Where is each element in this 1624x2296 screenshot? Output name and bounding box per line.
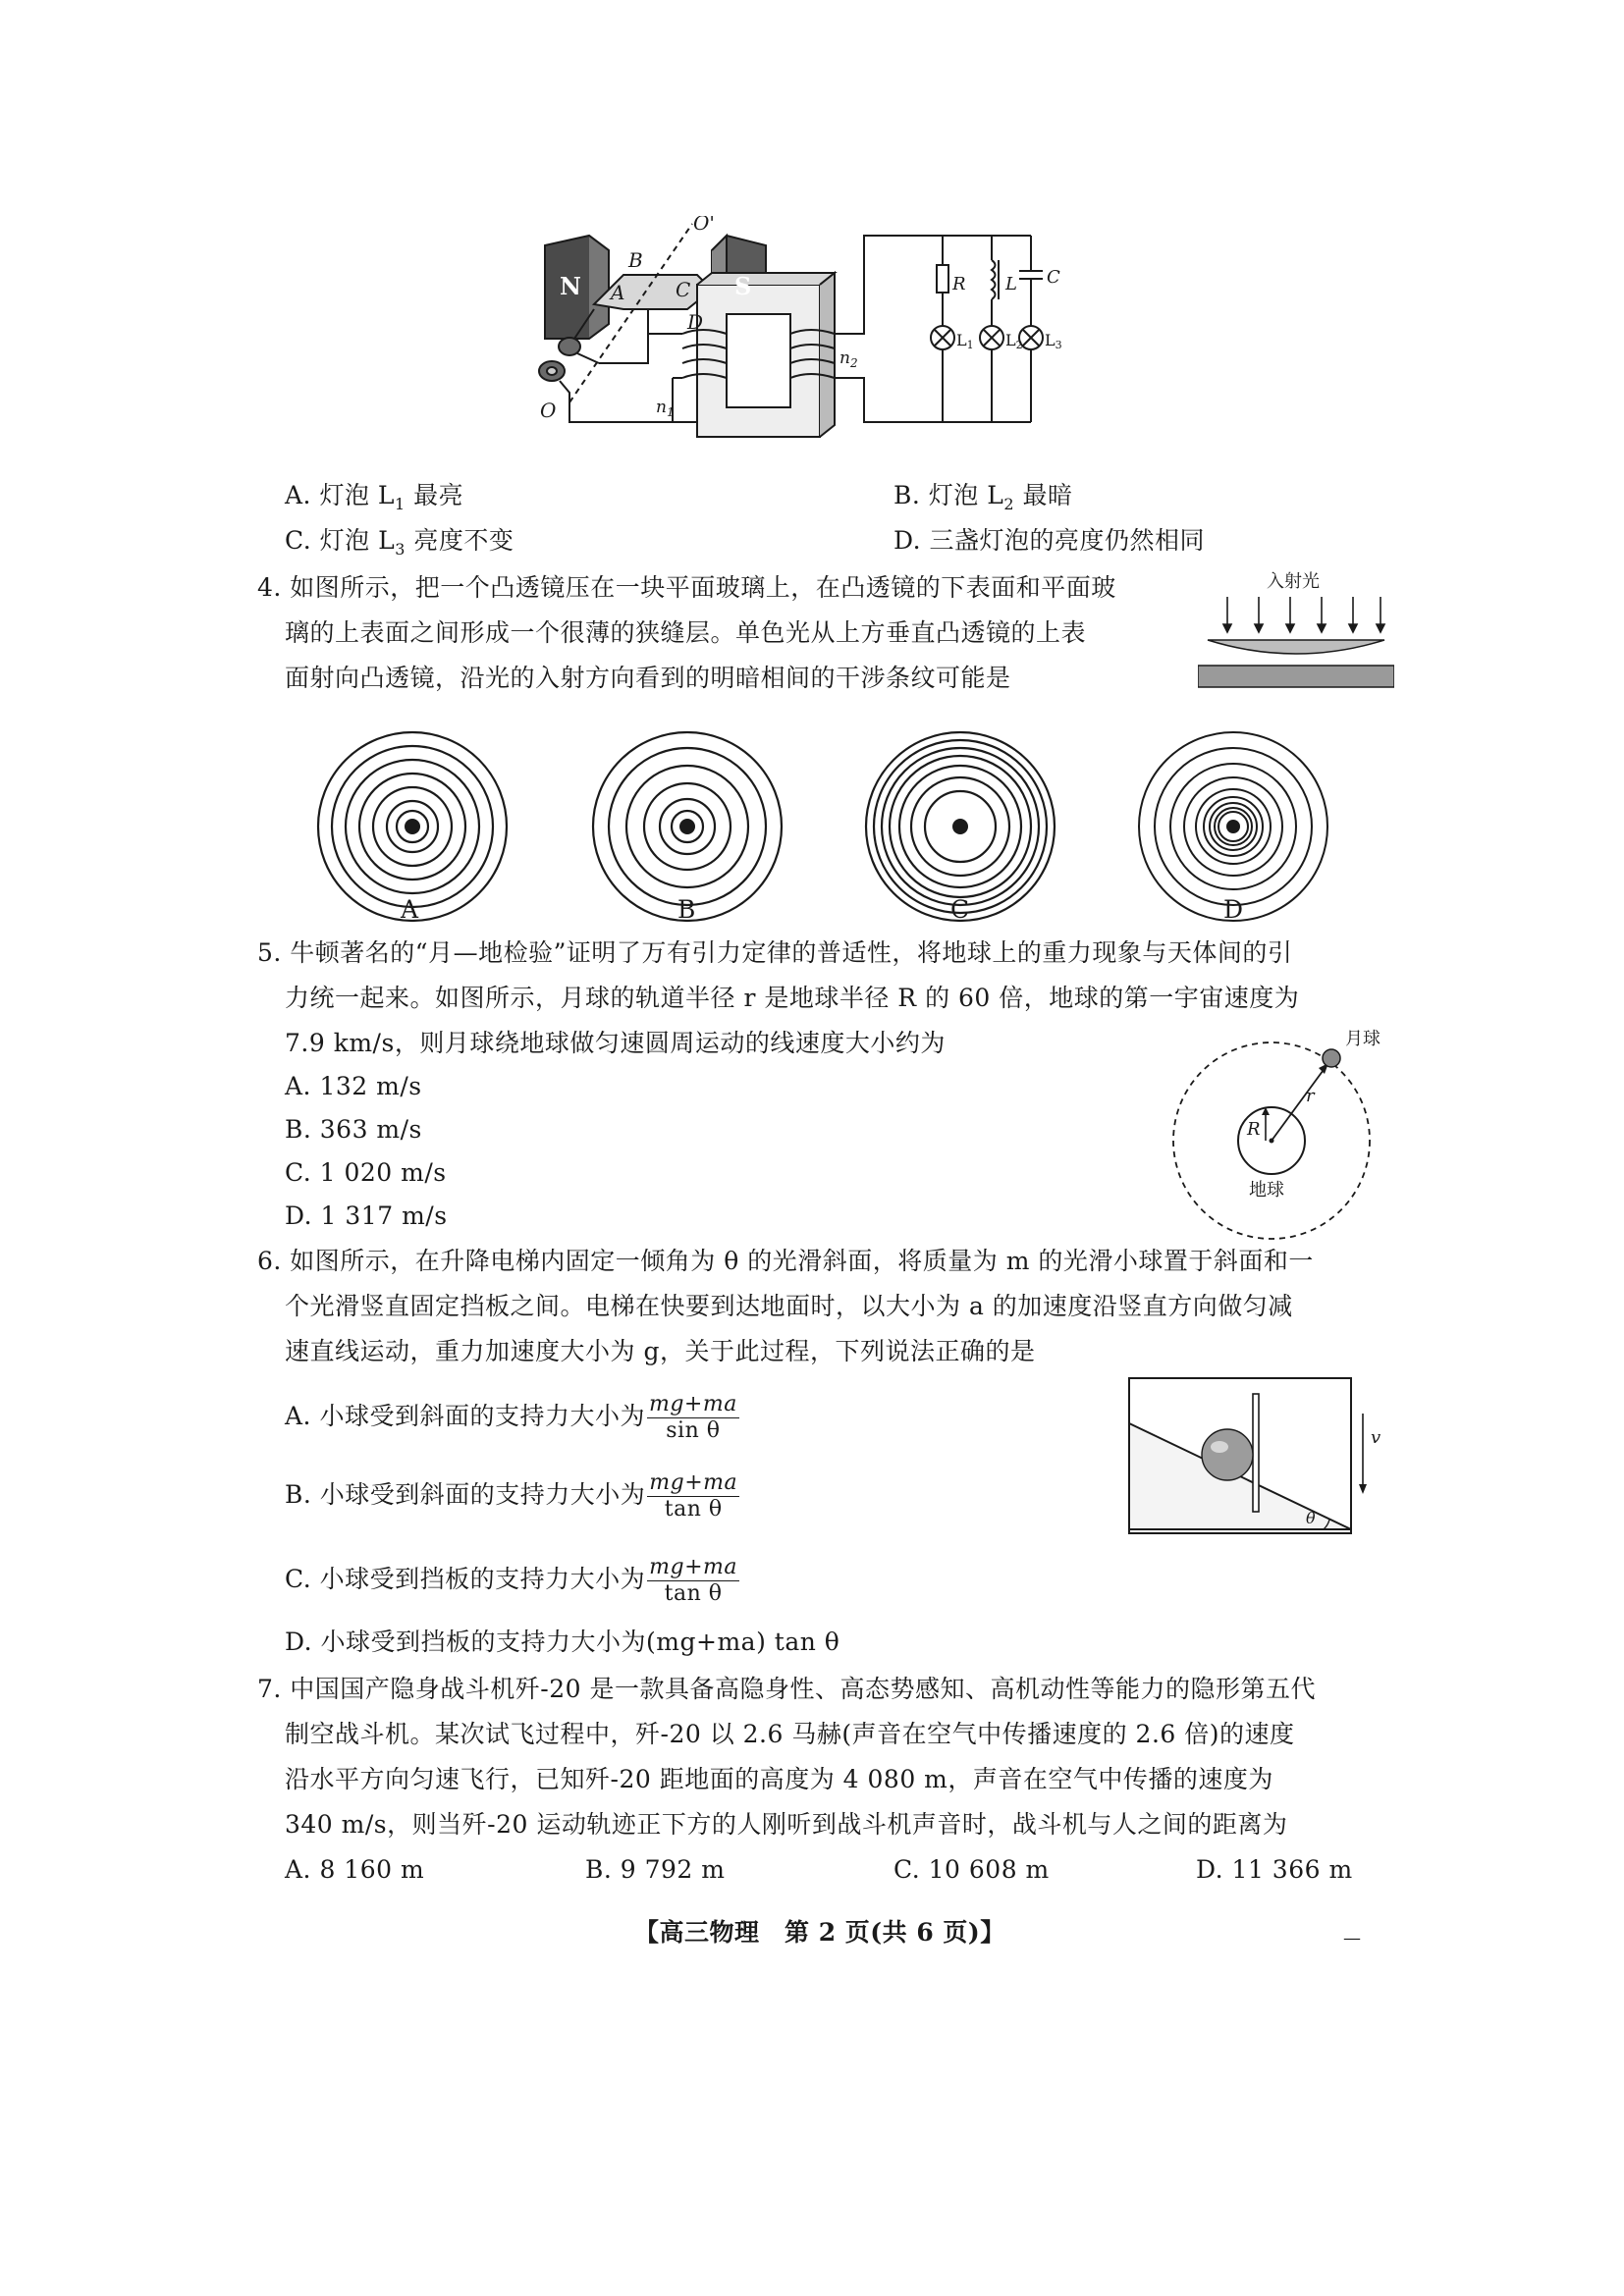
q7-line-2: 制空战斗机。某次试飞过程中，歼-20 以 2.6 马赫(声音在空气中传播速度的 2.6 倍)的速度 (285, 1720, 1295, 1748)
q7-line-1: 7. 中国国产隐身战斗机歼-20 是一款具备高隐身性、高态势感知、高机动性等能力的隐形第五代 (257, 1675, 1317, 1703)
label-L3: L (1045, 331, 1056, 349)
q3-option-c: C. 灯泡 $L_3$ 亮度不变 (285, 526, 514, 559)
q5-option-a: A. 132 m/s (285, 1072, 422, 1100)
label-N: N (560, 272, 581, 300)
earth-label: 地球 (1249, 1180, 1284, 1201)
label-L: L (1005, 274, 1017, 294)
label-L2-sub: 2 (1015, 339, 1023, 351)
theta-label: θ (1306, 1509, 1316, 1527)
q6-line-1: 6. 如图所示，在升降电梯内固定一倾角为 θ 的光滑斜面，将质量为 m 的光滑小球置于斜面和一 (257, 1247, 1314, 1275)
q3-option-d: D. 三盏灯泡的亮度仍然相同 (893, 526, 1206, 555)
q6-line-3: 速直线运动，重力加速度大小为 g，关于此过程，下列说法正确的是 (285, 1337, 1036, 1365)
q7-line-4: 340 m/s，则当歼-20 运动轨迹正下方的人刚听到战斗机声音时，战斗机与人之间的距离为 (285, 1810, 1288, 1839)
label-A: A (611, 281, 625, 304)
moon-orbit-figure (1159, 1021, 1394, 1247)
label-L1: L (956, 331, 967, 349)
q5-line-2: 力统一起来。如图所示，月球的轨道半径 r 是地球半径 R 的 60 倍，地球的第一宇宙速度为 (285, 984, 1300, 1012)
q7-line-3: 沿水平方向匀速飞行，已知歼-20 距地面的高度为 4 080 m，声音在空气中传播的速度为 (285, 1765, 1273, 1793)
q3-option-b: B. 灯泡 $L_2$ 最暗 (893, 481, 1073, 513)
q5-line-3: 7.9 km/s，则月球绕地球做匀速圆周运动的线速度大小约为 (285, 1029, 946, 1057)
label-n1: n (656, 398, 667, 417)
label-C: C (676, 278, 691, 301)
label-Cap: C (1047, 267, 1060, 288)
orbit-radius-label: r (1306, 1086, 1315, 1106)
fringe-label-b: B (677, 895, 696, 924)
fringe-label-d: D (1223, 895, 1244, 924)
q6-option-d: D. 小球受到挡板的支持力大小为(mg+ma) tan θ (285, 1628, 840, 1656)
fringe-label-c: C (950, 895, 970, 924)
q4-line-1: 4. 如图所示，把一个凸透镜压在一块平面玻璃上，在凸透镜的下表面和平面玻 (257, 573, 1116, 602)
label-L1-sub: 1 (966, 339, 974, 351)
label-n2-sub: 2 (849, 356, 858, 370)
label-O-prime: O' (693, 216, 715, 235)
q6-option-b: B. 小球受到斜面的支持力大小为 $\frac{mg+ma}{\text{tan θ}}$ (285, 1470, 738, 1522)
q6-option-c: C. 小球受到挡板的支持力大小为 $\frac{mg+ma}{\text{tan θ}}$ (285, 1555, 737, 1606)
q4-line-2: 璃的上表面之间形成一个很薄的狭缝层。单色光从上方垂直凸透镜的上表 (285, 618, 1087, 647)
incline-elevator-figure (1121, 1374, 1396, 1541)
label-n1-sub: 1 (666, 405, 675, 419)
q7-option-a: A. 8 160 m (285, 1855, 425, 1884)
q7-option-b: B. 9 792 m (585, 1855, 726, 1884)
label-L3-sub: 3 (1055, 339, 1062, 351)
label-B: B (628, 248, 643, 272)
incident-light-label: 入射光 (1267, 571, 1320, 592)
label-O: O (540, 399, 557, 422)
lens-figure (1198, 569, 1394, 697)
fringe-label-a: A (401, 895, 419, 924)
q3-option-a: A. 灯泡 $L_1$ 最亮 (285, 481, 464, 513)
svg-text:L1 (956, 331, 974, 351)
label-R: R (952, 274, 966, 294)
q7-option-c: C. 10 608 m (893, 1855, 1050, 1884)
q6-option-a: A. 小球受到斜面的支持力大小为 $\frac{mg+ma}{\text{sin θ}}$ (285, 1392, 737, 1443)
svg-text:L3 (1045, 331, 1062, 351)
q5-line-1: 5. 牛顿著名的“月—地检验”证明了万有引力定律的普适性，将地球上的重力现象与天体间的引 (257, 938, 1293, 967)
svg-text:n2 (839, 348, 858, 370)
q5-option-b: B. 363 m/s (285, 1115, 422, 1144)
svg-text:n1 (656, 398, 675, 419)
q5-option-c: C. 1 020 m/s (285, 1158, 447, 1187)
q6-line-2: 个光滑竖直固定挡板之间。电梯在快要到达地面时，以大小为 a 的加速度沿竖直方向做匀减 (285, 1292, 1293, 1320)
velocity-label: v (1371, 1427, 1381, 1448)
label-D: D (687, 310, 704, 334)
corner-mark: — (1343, 1928, 1362, 1949)
q5-option-d: D. 1 317 m/s (285, 1201, 448, 1230)
q4-line-3: 面射向凸透镜，沿光的入射方向看到的明暗相间的干涉条纹可能是 (285, 664, 1011, 692)
label-S: S (734, 272, 752, 300)
moon-label: 月球 (1345, 1029, 1380, 1049)
q7-option-d: D. 11 366 m (1196, 1855, 1353, 1884)
earth-radius-label: R (1247, 1119, 1261, 1140)
label-L2: L (1005, 331, 1016, 349)
generator-circuit-figure (530, 216, 1119, 452)
page-footer: 【高三物理 第 2 页(共 6 页)】 (634, 1918, 1005, 1947)
label-n2: n (839, 348, 850, 368)
